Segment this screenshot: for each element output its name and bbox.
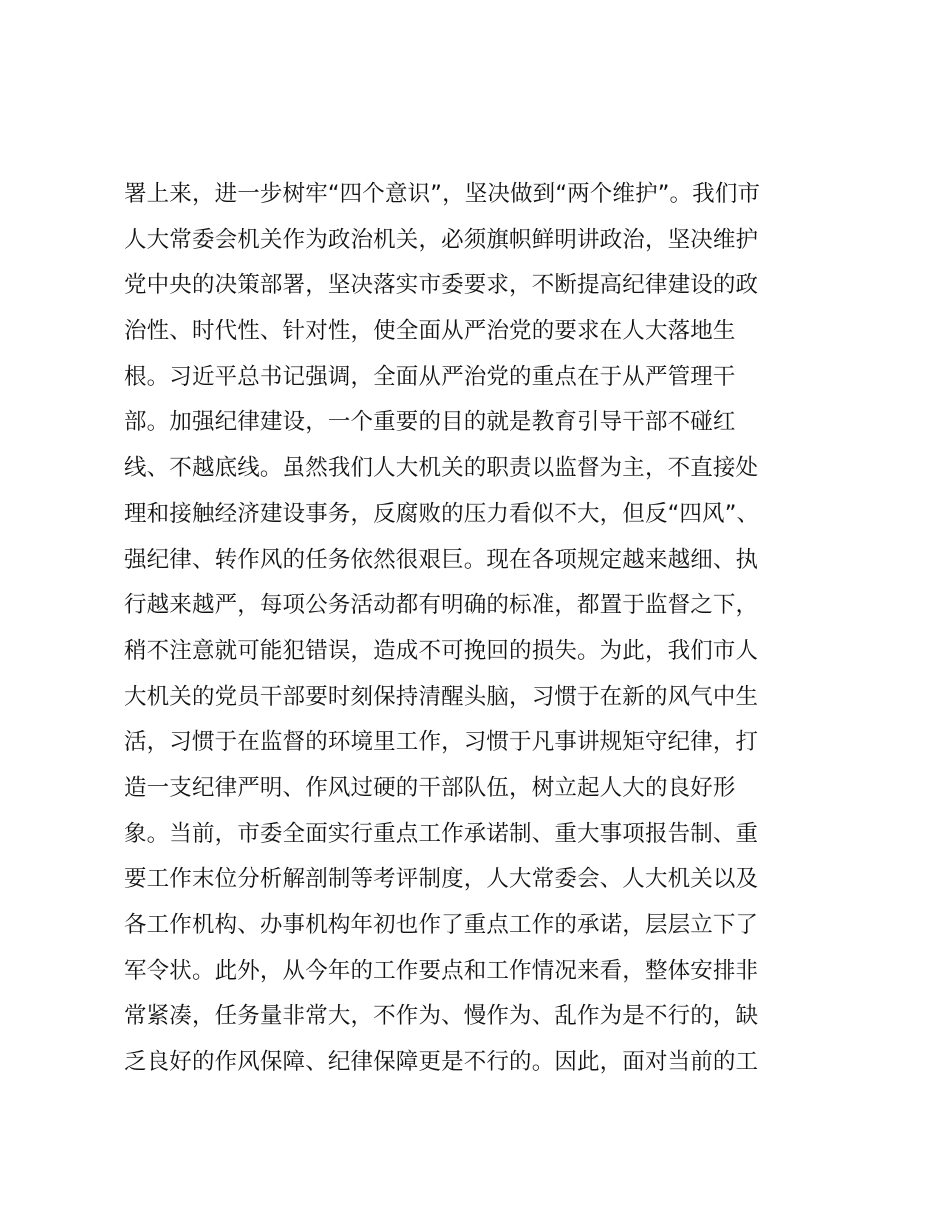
text-line-13: 活，习惯于在监督的环境里工作，习惯于凡事讲规矩守纪律，打 xyxy=(124,729,759,756)
text-line-5: 根。习近平总书记强调，全面从严治党的重点在于从严管理干 xyxy=(124,363,736,390)
text-line-18: 军令状。此外，从今年的工作要点和工作情况来看，整体安排非 xyxy=(124,957,759,984)
text-line-17: 各工作机构、办事机构年初也作了重点工作的承诺，层层立下了 xyxy=(124,912,759,938)
text-line-14: 造一支纪律严明、作风过硬的干部队伍，树立起人大的良好形 xyxy=(124,774,736,801)
text-line-19: 常紧凑，任务量非常大，不作为、慢作为、乱作为是不行的，缺 xyxy=(124,1003,759,1030)
text-line-12: 大机关的党员干部要时刻保持清醒头脑，习惯于在新的风气中生 xyxy=(124,683,759,710)
text-line-3: 党中央的决策部署，坚决落实市委要求，不断提高纪律建设的政 xyxy=(124,272,759,299)
text-line-20: 乏良好的作风保障、纪律保障更是不行的。因此，面对当前的工 xyxy=(124,1049,759,1076)
text-line-8: 理和接触经济建设事务，反腐败的压力看似不大，但反“四风”、 xyxy=(124,500,760,527)
text-line-1: 署上来，进一步树牢“四个意识”，坚决做到“两个维护”。我们市 xyxy=(124,181,761,207)
text-line-2: 人大常委会机关作为政治机关，必须旗帜鲜明讲政治，坚决维护 xyxy=(124,226,759,253)
text-line-10: 行越来越严，每项公务活动都有明确的标准，都置于监督之下， xyxy=(124,592,759,619)
text-line-9: 强纪律、转作风的任务依然很艰巨。现在各项规定越来越细、执 xyxy=(124,546,759,573)
text-line-16: 要工作末位分析解剖制等考评制度，人大常委会、人大机关以及 xyxy=(124,866,759,893)
text-line-15: 象。当前，市委全面实行重点工作承诺制、重大事项报告制、重 xyxy=(124,820,759,847)
text-line-7: 线、不越底线。虽然我们人大机关的职责以监督为主，不直接处 xyxy=(124,455,759,482)
text-line-6: 部。加强纪律建设，一个重要的目的就是教育引导干部不碰红 xyxy=(124,409,736,436)
text-line-4: 治性、时代性、针对性，使全面从严治党的要求在人大落地生 xyxy=(124,318,736,345)
text-line-11: 稍不注意就可能犯错误，造成不可挽回的损失。为此，我们市人 xyxy=(124,637,759,664)
body-paragraph xyxy=(124,172,824,1086)
